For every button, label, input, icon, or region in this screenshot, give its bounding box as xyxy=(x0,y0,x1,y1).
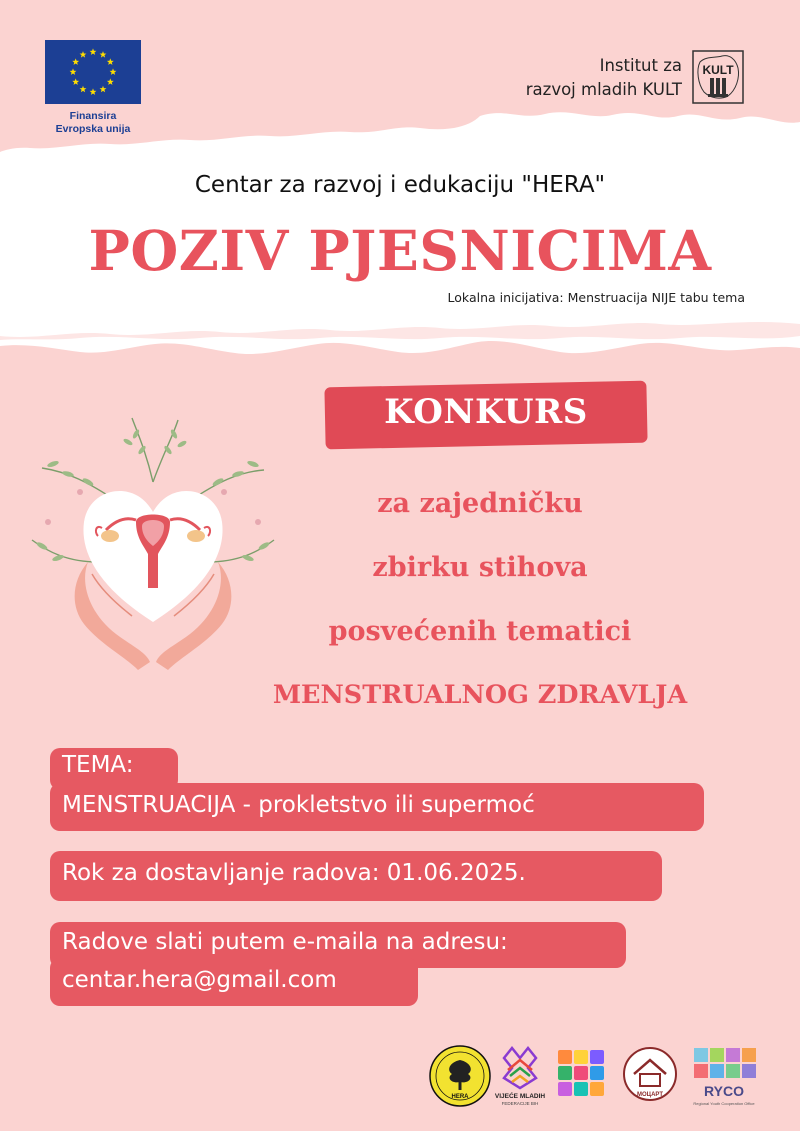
kult-logo-text: KULT xyxy=(702,63,734,77)
konkurs-badge: KONKURS xyxy=(384,392,588,432)
mozart-logo-icon xyxy=(624,1048,676,1100)
kult-line1: Institut za xyxy=(599,56,682,75)
uterus-heart-illustration xyxy=(28,412,278,674)
vijece-line1: VIJEĆE MLADIH xyxy=(494,1093,546,1100)
tema-label: TEMA: xyxy=(62,752,134,778)
hera-logo-icon xyxy=(430,1046,490,1106)
partner-logos xyxy=(424,1040,764,1112)
vijece-mladih-logo-icon xyxy=(495,1048,546,1106)
hera-logo-text: HERA xyxy=(451,1094,469,1100)
call-line-4: MENSTRUALNOG ZDRAVLJA xyxy=(272,680,688,710)
eu-flag-icon xyxy=(45,40,141,104)
mozart-text: MOЦАРТ xyxy=(637,1092,663,1098)
call-line-1: za zajedničku xyxy=(377,488,583,519)
eu-caption-line2: Evropska unija xyxy=(55,123,131,135)
vijece-line2: FEDERACIJE BIH xyxy=(501,1101,539,1106)
tema-value: MENSTRUACIJA - prokletstvo ili supermoć xyxy=(62,792,535,818)
kult-line2: razvoj mladih KULT xyxy=(525,80,682,99)
ryco-subtext: Regional Youth Cooperation Office xyxy=(693,1101,755,1106)
email-label: Radove slati putem e-maila na adresu: xyxy=(62,929,508,955)
call-line-2: zbirku stihova xyxy=(372,552,588,583)
kult-institute-name xyxy=(470,54,682,102)
grid-logo-icon xyxy=(558,1050,604,1096)
page-title: POZIV PJESNICIMA xyxy=(88,218,712,283)
kult-logo-icon xyxy=(692,50,744,104)
deadline-text: Rok za dostavljanje radova: 01.06.2025. xyxy=(62,860,526,886)
email-address-link[interactable]: centar.hera@gmail.com xyxy=(62,967,337,993)
eu-caption xyxy=(40,110,146,136)
eu-caption-line1: Finansira xyxy=(69,110,117,122)
call-line-3: posvećenih tematici xyxy=(328,616,632,647)
initiative-subtitle: Lokalna inicijativa: Menstruacija NIJE tabu tema xyxy=(447,290,745,305)
ryco-logo-icon xyxy=(693,1048,756,1106)
organization-name: Centar za razvoj i edukaciju "HERA" xyxy=(194,172,606,198)
ryco-text: RYCO xyxy=(704,1083,744,1099)
